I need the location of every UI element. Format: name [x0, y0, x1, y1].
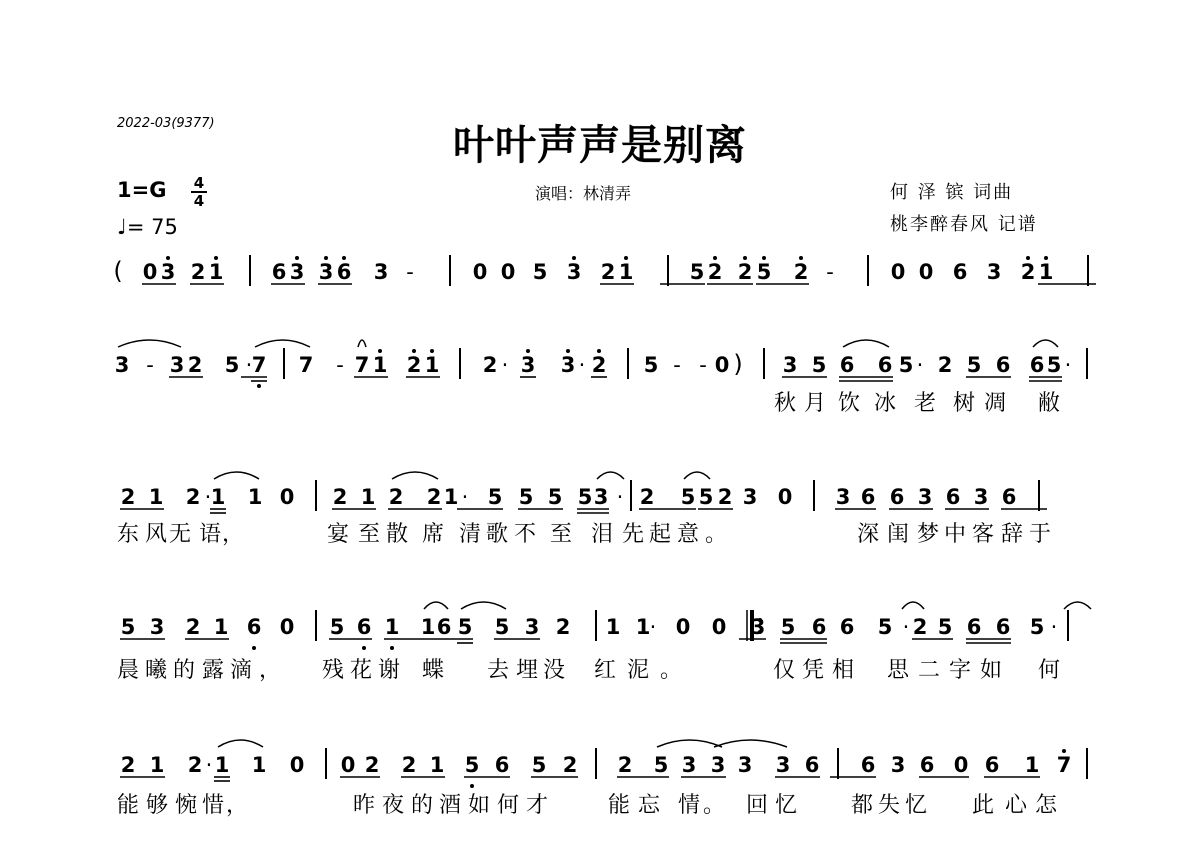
- lyric-char: 夜: [381, 793, 405, 818]
- high-octave-dot: [597, 349, 601, 353]
- note: 5: [532, 260, 548, 284]
- lyric-char: 残: [321, 658, 345, 683]
- tie-slur: [843, 340, 889, 347]
- note: 2: [364, 753, 380, 777]
- note: 3: [566, 260, 582, 284]
- dot-mark: ·: [649, 615, 657, 639]
- note: 3: [373, 260, 389, 284]
- note: 6: [494, 753, 510, 777]
- transcriber-credit: 桃李醉春风 记谱: [890, 214, 1038, 235]
- note: 5: [464, 753, 480, 777]
- note: 2: [737, 260, 753, 284]
- lyric-char: 能: [607, 793, 631, 818]
- lyric-char: 至: [549, 522, 573, 547]
- tempo-marking: ♩= 75: [117, 215, 178, 239]
- note: 0: [289, 753, 305, 777]
- lyric-char: 散: [385, 522, 409, 547]
- lyric-char: 先: [621, 522, 645, 547]
- lyric-char: 老: [913, 391, 937, 416]
- lyric-char: ，: [258, 658, 282, 683]
- note: 3: [169, 353, 185, 377]
- note: 6: [860, 753, 876, 777]
- note: 5: [1029, 615, 1045, 639]
- high-octave-dot: [1062, 749, 1066, 753]
- lyric-char: 深: [856, 522, 880, 547]
- high-octave-dot: [295, 256, 299, 260]
- lyric-char: 红: [593, 658, 617, 683]
- note: 1: [618, 260, 634, 284]
- lyric-char: 够: [145, 793, 169, 818]
- high-octave-dot: [526, 349, 530, 353]
- high-octave-dot: [412, 349, 416, 353]
- note: 3: [520, 353, 536, 377]
- note: 6: [877, 353, 893, 377]
- note: 6: [246, 615, 262, 639]
- note: 1: [1038, 260, 1054, 284]
- high-octave-dot: [572, 256, 576, 260]
- note: 3: [289, 260, 305, 284]
- note: 6: [271, 260, 287, 284]
- high-octave-dot: [624, 256, 628, 260]
- note: 0: [890, 260, 906, 284]
- tie-slur: [255, 340, 310, 347]
- high-octave-dot: [713, 256, 717, 260]
- note: 2: [591, 353, 607, 377]
- note: 1: [360, 485, 376, 509]
- tie-slur: [1064, 602, 1091, 609]
- note: 1: [214, 753, 230, 777]
- tie-slur: [358, 340, 366, 347]
- note: 0: [472, 260, 488, 284]
- note: 2: [388, 485, 404, 509]
- note: ): [733, 350, 743, 378]
- lyric-char: 。: [702, 793, 726, 818]
- note: 1: [247, 485, 263, 509]
- tie-slur: [902, 602, 924, 609]
- high-octave-dot: [342, 256, 346, 260]
- lyric-char: 惋: [174, 793, 198, 818]
- note: 3: [973, 485, 989, 509]
- lyric-char: 无: [168, 522, 192, 547]
- high-octave-dot: [743, 256, 747, 260]
- note: 6: [839, 615, 855, 639]
- tie-slur: [424, 602, 448, 609]
- lyric-char: 惜: [201, 793, 225, 818]
- note: 1: [251, 753, 267, 777]
- note: 1: [429, 753, 445, 777]
- tie-slur: [597, 472, 624, 479]
- high-octave-dot: [799, 256, 803, 260]
- note: 3: [775, 753, 791, 777]
- high-octave-dot: [324, 256, 328, 260]
- note: 2: [793, 260, 809, 284]
- lyric-char: 闺: [886, 522, 910, 547]
- high-octave-dot: [762, 256, 766, 260]
- note: 7: [298, 353, 314, 377]
- lyric-char: 怎: [1034, 793, 1058, 818]
- note: 3: [524, 615, 540, 639]
- note: 3: [149, 615, 165, 639]
- note: 5: [937, 615, 953, 639]
- note: 7: [251, 353, 267, 377]
- note: 3: [160, 260, 176, 284]
- note: 7: [1056, 753, 1072, 777]
- note: 1: [149, 753, 165, 777]
- lyric-char: 何: [496, 793, 520, 818]
- note: 3: [835, 485, 851, 509]
- note: 6: [811, 615, 827, 639]
- dot-mark: ·: [916, 353, 924, 377]
- low-octave-dot: [257, 384, 261, 388]
- lyric-char: 埋: [515, 658, 539, 683]
- high-octave-dot: [566, 349, 570, 353]
- note: 2: [707, 260, 723, 284]
- note: 0: [142, 260, 158, 284]
- note: 3: [593, 485, 609, 509]
- note: 2: [190, 260, 206, 284]
- dot-mark: ·: [1064, 353, 1072, 377]
- dot-mark: ·: [245, 353, 253, 377]
- note: 1: [208, 260, 224, 284]
- note: 6: [995, 353, 1011, 377]
- note: 3: [742, 485, 758, 509]
- note: 5: [329, 615, 345, 639]
- time-signature-top: 4: [193, 174, 205, 192]
- dot-mark: ·: [578, 353, 586, 377]
- note: 3: [560, 353, 576, 377]
- lyric-char: 去: [486, 658, 510, 683]
- note: 6: [356, 615, 372, 639]
- lyric-char: 辞: [1000, 522, 1024, 547]
- tie-slur: [118, 340, 181, 347]
- low-octave-dot: [252, 646, 256, 650]
- note: 0: [918, 260, 934, 284]
- high-octave-dot: [1044, 256, 1048, 260]
- note: 0: [279, 485, 295, 509]
- note: 0: [777, 485, 793, 509]
- note: 5: [120, 615, 136, 639]
- note: 1: [384, 615, 400, 639]
- note: 3: [890, 753, 906, 777]
- lyric-char: 风: [144, 522, 168, 547]
- lyric-char: 相: [831, 658, 855, 683]
- dot-mark: ·: [616, 485, 624, 509]
- dot-mark: ·: [204, 485, 212, 509]
- note: 5: [224, 353, 240, 377]
- note: 6: [919, 753, 935, 777]
- lyric-char: 泪: [590, 522, 614, 547]
- note: 2: [717, 485, 733, 509]
- lyric-char: 失: [877, 793, 901, 818]
- note: 0: [500, 260, 516, 284]
- note: 5: [547, 485, 563, 509]
- note: 6: [889, 485, 905, 509]
- note: 5: [494, 615, 510, 639]
- low-octave-dot: [390, 646, 394, 650]
- note-dash: -: [146, 353, 154, 377]
- lyric-char: 蝶: [421, 658, 445, 683]
- note: 1: [605, 615, 621, 639]
- note: 1: [424, 353, 440, 377]
- lyric-char: 。: [659, 658, 683, 683]
- lyric-char: 宴: [326, 522, 350, 547]
- lyric-char: 中: [943, 522, 967, 547]
- note: 2: [562, 753, 578, 777]
- note: 2: [120, 753, 136, 777]
- note: (: [113, 257, 123, 285]
- lyric-char: 曦: [144, 658, 168, 683]
- note: 3: [750, 615, 766, 639]
- note: 2: [1020, 260, 1036, 284]
- note-dash: -: [406, 260, 414, 284]
- high-octave-dot: [1026, 256, 1030, 260]
- note: 3: [782, 353, 798, 377]
- note: 5: [898, 353, 914, 377]
- note: 3: [737, 753, 753, 777]
- lyric-char: 凋: [983, 391, 1007, 416]
- lyric-char: 不: [513, 522, 537, 547]
- note: 3: [710, 753, 726, 777]
- lyric-char: 于: [1028, 522, 1052, 547]
- lyric-char: 席: [421, 522, 445, 547]
- lyric-char: 能: [116, 793, 140, 818]
- note: 6: [995, 615, 1011, 639]
- note-dash: -: [336, 353, 344, 377]
- note: 0: [714, 353, 730, 377]
- note: 6: [804, 753, 820, 777]
- note: 0: [711, 615, 727, 639]
- note: 6: [984, 753, 1000, 777]
- note: 1: [213, 615, 229, 639]
- note: 3: [114, 353, 130, 377]
- lyric-char: 字: [948, 658, 972, 683]
- note: 5: [780, 615, 796, 639]
- note: 6: [952, 260, 968, 284]
- low-octave-dot: [362, 646, 366, 650]
- lyric-char: 。: [704, 522, 728, 547]
- note: 6: [1029, 353, 1045, 377]
- lyric-char: 至: [357, 522, 381, 547]
- dot-mark: ·: [461, 485, 469, 509]
- lyric-char: 凭: [801, 658, 825, 683]
- lyric-char: 忆: [774, 793, 798, 818]
- lyric-char: 都: [850, 793, 874, 818]
- high-octave-dot: [378, 349, 382, 353]
- lyric-char: 谢: [377, 658, 401, 683]
- lyric-char: 花: [349, 658, 373, 683]
- lyric-char: 客: [971, 522, 995, 547]
- note: 0: [675, 615, 691, 639]
- lyric-char: 如: [979, 658, 1003, 683]
- note: 2: [187, 353, 203, 377]
- note: 0: [340, 753, 356, 777]
- tie-slur: [218, 740, 263, 747]
- lyric-char: 才: [525, 793, 549, 818]
- note: 5: [756, 260, 772, 284]
- note: 6: [1001, 485, 1017, 509]
- note: 5: [577, 485, 593, 509]
- lyric-char: 泥: [626, 658, 650, 683]
- lyric-char: 清: [458, 522, 482, 547]
- note: 6: [860, 485, 876, 509]
- lyric-char: 秋: [773, 391, 797, 416]
- tie-slur: [714, 740, 787, 747]
- lyric-char: 月: [803, 391, 827, 416]
- note: 5: [643, 353, 659, 377]
- score-code: 2022-03(9377): [117, 116, 215, 131]
- note: 2: [332, 485, 348, 509]
- lyric-char: 的: [172, 658, 196, 683]
- note: 0: [953, 753, 969, 777]
- note: 3: [917, 485, 933, 509]
- high-octave-dot: [430, 349, 434, 353]
- note: 2: [600, 260, 616, 284]
- note: 5: [518, 485, 534, 509]
- lyric-char: 仅: [772, 658, 796, 683]
- note: 5: [698, 485, 714, 509]
- lyric-char: 何: [1037, 658, 1061, 683]
- note: 2: [120, 485, 136, 509]
- lyric-char: 晨: [116, 658, 140, 683]
- note: 2: [639, 485, 655, 509]
- lyric-char: 如: [467, 793, 491, 818]
- note: 5: [680, 485, 696, 509]
- note: 1: [210, 485, 226, 509]
- note: 1: [635, 615, 651, 639]
- note: 6: [966, 615, 982, 639]
- note: 2: [617, 753, 633, 777]
- note: 1: [1024, 753, 1040, 777]
- low-octave-dot: [470, 784, 474, 788]
- note: 2: [401, 753, 417, 777]
- lyric-char: 没: [542, 658, 566, 683]
- note: 2: [555, 615, 571, 639]
- lyric-char: 此: [971, 793, 995, 818]
- dot-mark: ·: [501, 353, 509, 377]
- lyric-char: 露: [201, 658, 225, 683]
- lyric-char: 回: [745, 793, 769, 818]
- tie-slur: [1033, 340, 1058, 347]
- composer-credit: 何 泽 镔 词曲: [890, 182, 1014, 203]
- note: 2: [185, 485, 201, 509]
- note: 2: [912, 615, 928, 639]
- note: 2: [185, 615, 201, 639]
- key-signature: 1=G: [117, 178, 167, 202]
- lyric-char: 酒: [438, 793, 462, 818]
- lyric-char: 起: [648, 522, 672, 547]
- lyric-char: 昨: [352, 793, 376, 818]
- lyric-char: 冰: [873, 391, 897, 416]
- note: 5: [966, 353, 982, 377]
- note: 6: [839, 353, 855, 377]
- lyric-char: 语: [198, 522, 222, 547]
- note: 6: [436, 615, 452, 639]
- note: 5: [653, 753, 669, 777]
- lyric-char: 梦: [916, 522, 940, 547]
- note: 5: [877, 615, 893, 639]
- lyric-char: 东: [116, 522, 140, 547]
- lyric-char: ，: [225, 793, 249, 818]
- lyric-char: 敝: [1037, 391, 1061, 416]
- time-signature-bottom: 4: [193, 192, 205, 210]
- note: 2: [426, 485, 442, 509]
- lyric-char: 忘: [637, 793, 661, 818]
- lyric-char: 树: [952, 391, 976, 416]
- note: 2: [482, 353, 498, 377]
- note: 2: [406, 353, 422, 377]
- tie-slur: [392, 472, 438, 479]
- lyric-char: 歌: [485, 522, 509, 547]
- note-dash: -: [699, 353, 707, 377]
- note: 1: [443, 485, 459, 509]
- lyric-char: 二: [917, 658, 941, 683]
- lyric-char: 心: [1004, 793, 1028, 818]
- high-octave-dot: [166, 256, 170, 260]
- note: 0: [279, 615, 295, 639]
- note-dash: -: [826, 260, 834, 284]
- lyric-char: 思: [886, 658, 910, 683]
- note: 2: [187, 753, 203, 777]
- lyric-char: 的: [410, 793, 434, 818]
- lyric-char: 饮: [837, 391, 861, 416]
- note: 6: [945, 485, 961, 509]
- note: 1: [372, 353, 388, 377]
- note: 3: [986, 260, 1002, 284]
- note: 1: [420, 615, 436, 639]
- lyric-char: 忆: [904, 793, 928, 818]
- note: 6: [336, 260, 352, 284]
- note: 5: [1046, 353, 1062, 377]
- dot-mark: ·: [1050, 615, 1058, 639]
- tie-slur: [214, 472, 259, 479]
- lyric-char: 滴: [229, 658, 253, 683]
- note: 3: [318, 260, 334, 284]
- note-dash: -: [673, 353, 681, 377]
- note: 5: [531, 753, 547, 777]
- note: 5: [487, 485, 503, 509]
- tie-slur: [684, 472, 710, 479]
- lyric-char: ，: [221, 522, 245, 547]
- song-title: 叶叶声声是别离: [453, 121, 747, 169]
- lyric-char: 意: [676, 522, 700, 547]
- note: 3: [681, 753, 697, 777]
- note: 5: [811, 353, 827, 377]
- note: 5: [457, 615, 473, 639]
- singer-credit: 演唱：林清弄: [535, 184, 632, 203]
- note: 2: [937, 353, 953, 377]
- tie-slur: [657, 740, 722, 747]
- dot-mark: ·: [205, 753, 213, 777]
- dot-mark: ·: [902, 615, 910, 639]
- note: 1: [148, 485, 164, 509]
- note: 7: [354, 353, 370, 377]
- lyric-char: 情: [677, 793, 701, 818]
- note: 5: [689, 260, 705, 284]
- high-octave-dot: [214, 256, 218, 260]
- tie-slur: [461, 602, 506, 609]
